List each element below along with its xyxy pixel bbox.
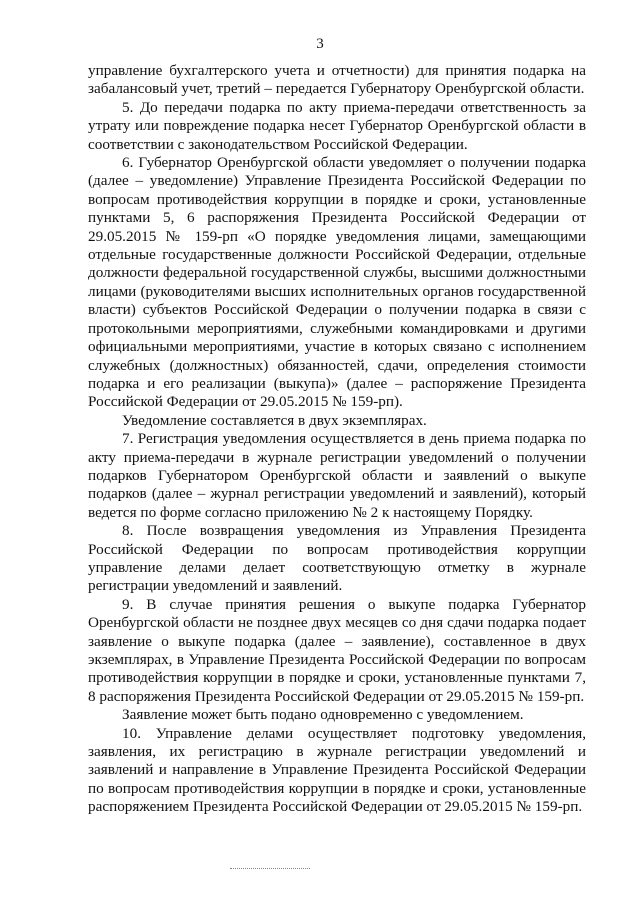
paragraph-notice-copies: Уведомление составляется в двух экземплярах. <box>122 411 427 429</box>
paragraph-application-note: Заявление может быть подано одновременно с уведомлением. <box>122 706 524 724</box>
paragraph-item-5: 5. До передачи подарка по акту приема-передачи ответственность за утрату или повреждение подарка несет Губернатор Оренбургской области в соответствии с законодательством Российской Федерации. <box>88 98 586 153</box>
document-body <box>88 62 586 817</box>
paragraph-item-9: 9. В случае принятия решения о выкупе подарка Губернатор Оренбургской области не позднее двух месяцев со дня сдачи подарка подает заявление о выкупе подарка (далее – заявление), составленное в двух экземплярах, в Управление Президента Российской Федерации по вопросам противодействия коррупции в порядке и сроки, установленные пунктами 7, 8 распоряжения Президента Российской Федерации от 29.05.2015 № 159-рп. <box>88 595 586 705</box>
paragraph-item-6: 6. Губернатор Оренбургской области уведомляет о получении подарка (далее – уведомление) Управление Президента Российской Федерации по вопросам противодействия коррупции в порядке и сроки, установленные пунктами 5, 6 распоряжения Президента Российской Федерации от 29.05.2015 № 159-рп «О порядке уведомления лицами, замещающими отдельные государственные должности Российской Федерации, отдельные должности федеральной государственной службы, высшими должностными лицами (руководителями высших исполнительных органов государственной власти) субъектов Российской Федерации о получении подарка в связи с протокольными мероприятиями, служебными командировками и другими официальными мероприятиями, участие в которых связано с исполнением служебных (должностных) обязанностей, сдачи, определения стоимости подарка и его реализации (выкупа)» (далее – распоряжение Президента Российской Федерации от 29.05.2015 № 159-рп). <box>88 154 586 411</box>
paragraph-continuation: управление бухгалтерского учета и отчетности) для принятия подарка на забалансовый учет, третий – передается Губернатору Оренбургской области. <box>88 62 586 98</box>
page-number: 3 <box>316 36 324 52</box>
paragraph-item-7: 7. Регистрация уведомления осуществляется в день приема подарка по акту приема-передачи в журнале регистрации уведомлений о получении подарков Губернатором Оренбургской области и заявлений о выкупе подарков (далее – журнал регистрации уведомлений и заявлений), который ведется по форме согласно приложению № 2 к настоящему Порядку. <box>88 430 586 521</box>
paragraph-item-8: 8. После возвращения уведомления из Управления Президента Российской Федерации по вопросам противодействия коррупции управление делами делает соответствующую отметку в журнале регистрации уведомлений и заявлений. <box>88 522 586 595</box>
paragraph-item-10: 10. Управление делами осуществляет подготовку уведомления, заявления, их регистрацию в журнале регистрации уведомлений и заявлений и направление в Управление Президента Российской Федерации по вопросам противодействия коррупции в порядке и сроки, установленные распоряжением Президента Российской Федерации от 29.05.2015 № 159-рп. <box>88 724 586 816</box>
footer-dotted-mark <box>230 862 310 869</box>
